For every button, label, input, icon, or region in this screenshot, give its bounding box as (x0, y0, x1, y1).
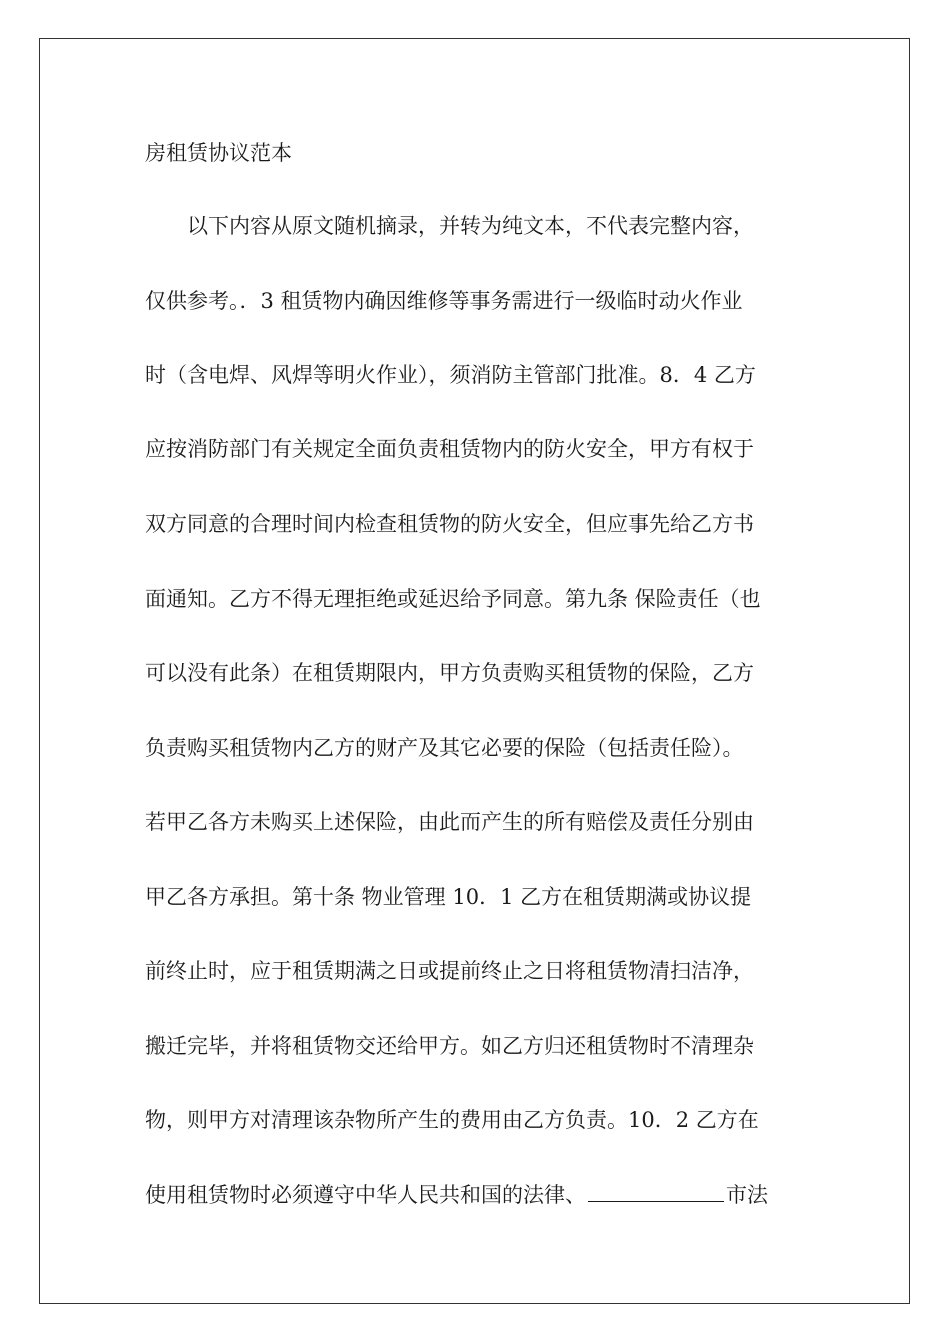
paragraph-line-10: 甲乙各方承担。第十条 物业管理 10．1 乙方在租赁期满或协议提 (145, 885, 752, 909)
paragraph-line-7: 可以没有此条）在租赁期限内，甲方负责购买租赁物的保险，乙方 (145, 661, 754, 685)
paragraph-line-9: 若甲乙各方未购买上述保险，由此而产生的所有赔偿及责任分别由 (145, 810, 754, 834)
paragraph-line-6: 面通知。乙方不得无理拒绝或延迟给予同意。第九条 保险责任（也 (145, 587, 761, 611)
line-14-text-before-blank: 使用租赁物时必须遵守中华人民共和国的法律、 (145, 1183, 586, 1207)
paragraph-line-4: 应按消防部门有关规定全面负责租赁物内的防火安全，甲方有权于 (145, 437, 754, 461)
paragraph-line-13: 物，则甲方对清理该杂物所产生的费用由乙方负责。10．2 乙方在 (145, 1108, 759, 1132)
document-title: 房租赁协议范本 (145, 141, 292, 165)
paragraph-line-2: 仅供参考。．3 租赁物内确因维修等事务需进行一级临时动火作业 (145, 289, 743, 313)
paragraph-line-5: 双方同意的合理时间内检查租赁物的防火安全，但应事先给乙方书 (145, 512, 754, 536)
paragraph-line-8: 负责购买租赁物内乙方的财产及其它必要的保险（包括责任险）。 (145, 736, 744, 760)
paragraph-line-14 (145, 1180, 768, 1210)
line-14-text-after-blank: 市法 (726, 1183, 768, 1207)
fill-in-blank-line (588, 1183, 724, 1202)
paragraph-line-1: 以下内容从原文随机摘录，并转为纯文本，不代表完整内容， (187, 214, 754, 238)
paragraph-line-12: 搬迁完毕，并将租赁物交还给甲方。如乙方归还租赁物时不清理杂 (145, 1034, 754, 1058)
paragraph-line-3: 时（含电焊、风焊等明火作业），须消防主管部门批准。8．4 乙方 (145, 363, 756, 387)
paragraph-line-11: 前终止时，应于租赁期满之日或提前终止之日将租赁物清扫洁净， (145, 959, 754, 983)
